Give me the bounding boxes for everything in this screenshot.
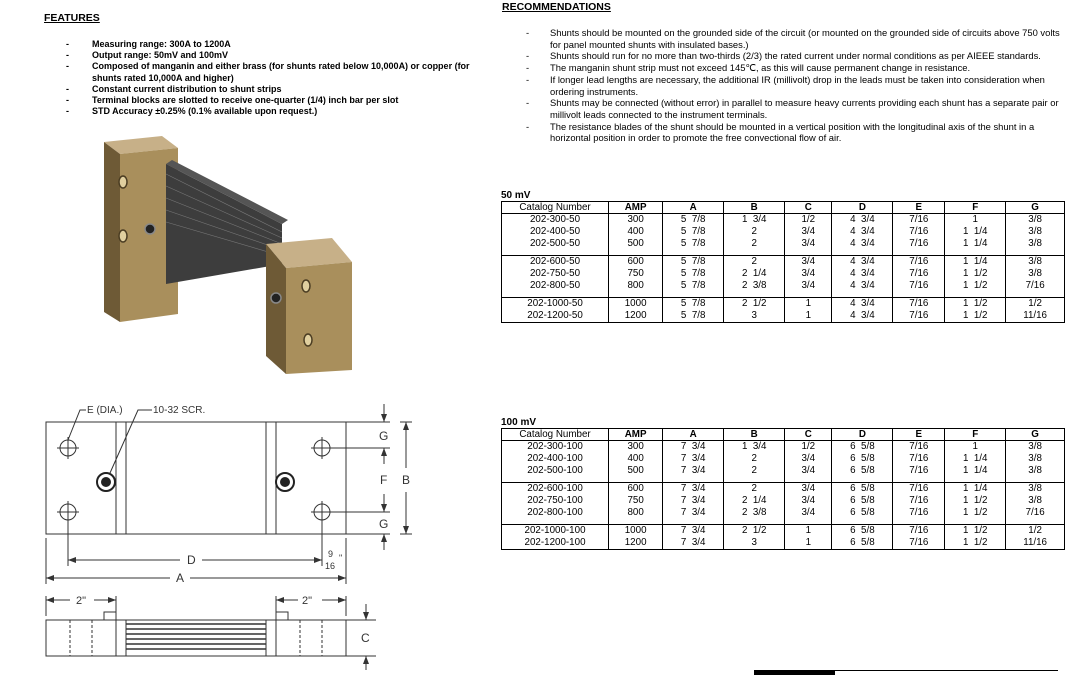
spec-cell: 2 xyxy=(724,465,785,477)
spec-cell: 5 7/8 xyxy=(663,214,724,227)
feature-item: - Output range: 50mV and 100mV xyxy=(66,50,464,61)
spec-cell: 300 xyxy=(609,441,663,454)
spec-cell: 7/16 xyxy=(893,214,945,227)
label-screw: 10-32 SCR. xyxy=(153,405,206,416)
spec-cell: 2 xyxy=(724,483,785,496)
spec-cell: 6 5/8 xyxy=(832,465,893,477)
spec-cell: 3/8 xyxy=(1006,495,1065,507)
catalog-number-cell: 202-1200-100 xyxy=(502,537,609,550)
catalog-number-cell: 202-300-50 xyxy=(502,214,609,227)
spec-cell: 1 xyxy=(785,537,832,550)
shunt-3d-illustration xyxy=(100,134,360,378)
spec-cell: 7/16 xyxy=(893,525,945,538)
spec-cell: 7 3/4 xyxy=(663,441,724,454)
side-screw xyxy=(276,612,288,620)
catalog-number-cell: 202-750-50 xyxy=(502,268,609,280)
spec-cell: 2 xyxy=(724,226,785,238)
spec-cell: 7 3/4 xyxy=(663,465,724,477)
spec-cell: 1 1/4 xyxy=(945,226,1006,238)
spec-cell: 2 xyxy=(724,238,785,250)
right-terminal-edge xyxy=(266,422,276,534)
spec-cell: 4 3/4 xyxy=(832,238,893,250)
spec-cell: 500 xyxy=(609,465,663,477)
spec-cell: 5 7/8 xyxy=(663,310,724,323)
spec-cell: 11/16 xyxy=(1006,537,1065,550)
spec-cell: 6 5/8 xyxy=(832,537,893,550)
spec-cell: 2 1/2 xyxy=(724,298,785,311)
spec-cell: 3/4 xyxy=(785,495,832,507)
spec-cell: 3/8 xyxy=(1006,226,1065,238)
spec-cell: 6 5/8 xyxy=(832,483,893,496)
spec-cell: 1/2 xyxy=(1006,525,1065,538)
table-row xyxy=(502,280,1065,292)
col-header: G xyxy=(1006,202,1065,214)
spec-cell: 7/16 xyxy=(893,441,945,454)
spec-cell: 1 3/4 xyxy=(724,214,785,227)
spec-cell: 3/4 xyxy=(785,226,832,238)
col-header: B xyxy=(724,202,785,214)
features-heading: FEATURES xyxy=(44,12,100,24)
feature-item: - Constant current distribution to shunt strips xyxy=(66,84,464,95)
recommendations-list xyxy=(526,27,1062,144)
catalog-number-cell: 202-600-50 xyxy=(502,256,609,269)
spec-cell: 7/16 xyxy=(893,226,945,238)
spec-cell: 7/16 xyxy=(893,465,945,477)
spec-cell: 500 xyxy=(609,238,663,250)
spec-cell: 7/16 xyxy=(1006,280,1065,292)
label-2in-left: 2" xyxy=(76,595,87,607)
label-d: D xyxy=(187,553,196,567)
spec-cell: 7/16 xyxy=(893,507,945,519)
col-header: AMP xyxy=(609,429,663,441)
shunt-strips xyxy=(166,164,282,284)
spec-cell: 1 1/4 xyxy=(945,465,1006,477)
spec-cell: 2 1/4 xyxy=(724,495,785,507)
col-header: Catalog Number xyxy=(502,429,609,441)
spec-cell: 300 xyxy=(609,214,663,227)
col-header: E xyxy=(893,202,945,214)
spec-cell: 1 1/2 xyxy=(945,310,1006,323)
left-terminal-edge xyxy=(116,422,126,534)
catalog-number-cell: 202-300-100 xyxy=(502,441,609,454)
spec-cell: 3/8 xyxy=(1006,214,1065,227)
spec-cell: 7/16 xyxy=(1006,507,1065,519)
mount-hole xyxy=(119,176,127,188)
spec-cell: 1200 xyxy=(609,310,663,323)
spec-cell: 400 xyxy=(609,226,663,238)
table-row xyxy=(502,226,1065,238)
title-block-frame xyxy=(834,670,1058,675)
spec-cell: 800 xyxy=(609,507,663,519)
table-50mv-section xyxy=(501,190,1065,323)
table-100mv-section xyxy=(501,417,1065,550)
spec-cell: 6 5/8 xyxy=(832,441,893,454)
spec-cell: 7 3/4 xyxy=(663,483,724,496)
catalog-number-cell: 202-500-50 xyxy=(502,238,609,250)
spec-cell: 4 3/4 xyxy=(832,298,893,311)
table-row xyxy=(502,298,1065,311)
spec-cell: 1/2 xyxy=(1006,298,1065,311)
spec-cell: 7/16 xyxy=(893,537,945,550)
recommendation-item: - If longer lead lengths are necessary, the additional IR (millivolt) drop in the leads must be taken into consideration when ordering instruments. xyxy=(526,74,1062,97)
spec-cell: 2 3/8 xyxy=(724,280,785,292)
recommendation-item: - Shunts should be mounted on the grounded side of the circuit (or mounted on the grounded side of circuits above 750 volts for panel mounted shunts with insulated bases.) xyxy=(526,27,1062,50)
feature-item: - STD Accuracy ±0.25% (0.1% available upon request.) xyxy=(66,106,464,117)
right-block-front xyxy=(286,262,352,374)
table-row xyxy=(502,537,1065,550)
spec-cell: 7/16 xyxy=(893,268,945,280)
spec-cell: 4 3/4 xyxy=(832,310,893,323)
spec-cell: 5 7/8 xyxy=(663,268,724,280)
col-header: C xyxy=(785,429,832,441)
features-list xyxy=(66,39,470,117)
spec-cell: 5 7/8 xyxy=(663,238,724,250)
spec-cell: 7/16 xyxy=(893,280,945,292)
spec-cell: 1 1/2 xyxy=(945,525,1006,538)
spec-cell: 7/16 xyxy=(893,256,945,269)
table-header-row xyxy=(502,202,1065,214)
technical-drawing xyxy=(30,398,430,675)
spec-cell: 1 3/4 xyxy=(724,441,785,454)
spec-cell: 1 1/4 xyxy=(945,238,1006,250)
spec-cell: 7 3/4 xyxy=(663,453,724,465)
features-section xyxy=(44,12,470,117)
spec-cell: 750 xyxy=(609,268,663,280)
spec-cell: 5 7/8 xyxy=(663,298,724,311)
spec-cell: 7 3/4 xyxy=(663,525,724,538)
spec-cell: 4 3/4 xyxy=(832,226,893,238)
side-view-strips xyxy=(126,624,266,649)
spec-cell: 7/16 xyxy=(893,310,945,323)
title-block-bar xyxy=(754,670,834,675)
spec-cell: 1 1/2 xyxy=(945,298,1006,311)
base-outline xyxy=(46,422,346,534)
spec-cell: 6 5/8 xyxy=(832,507,893,519)
col-header: F xyxy=(945,202,1006,214)
col-header: B xyxy=(724,429,785,441)
catalog-number-cell: 202-1000-100 xyxy=(502,525,609,538)
spec-cell: 3/8 xyxy=(1006,268,1065,280)
col-header: A xyxy=(663,429,724,441)
spec-cell: 2 xyxy=(724,453,785,465)
spec-cell: 7/16 xyxy=(893,495,945,507)
spec-cell: 5 7/8 xyxy=(663,256,724,269)
recommendation-item: - The manganin shunt strip must not exceed 145℃, as this will cause permanent change in resistance. xyxy=(526,62,1062,74)
col-header: AMP xyxy=(609,202,663,214)
spec-cell: 3/8 xyxy=(1006,465,1065,477)
feature-item: - Composed of manganin and either brass (for shunts rated below 10,000A) or copper (for shunts rated 10,000A and higher) xyxy=(66,61,472,83)
spec-cell: 1 xyxy=(945,441,1006,454)
table-row xyxy=(502,238,1065,250)
spec-cell: 4 3/4 xyxy=(832,214,893,227)
spec-cell: 1 1/2 xyxy=(945,537,1006,550)
col-header: C xyxy=(785,202,832,214)
spec-cell: 3 xyxy=(724,537,785,550)
label-a: A xyxy=(176,571,185,585)
spec-cell: 4 3/4 xyxy=(832,268,893,280)
spec-cell: 5 7/8 xyxy=(663,226,724,238)
spec-cell: 2 3/8 xyxy=(724,507,785,519)
mount-hole xyxy=(302,280,310,292)
table-row xyxy=(502,525,1065,538)
spec-cell: 3/4 xyxy=(785,280,832,292)
spec-cell: 1000 xyxy=(609,525,663,538)
table-row xyxy=(502,310,1065,323)
spec-cell: 3/8 xyxy=(1006,483,1065,496)
col-header: G xyxy=(1006,429,1065,441)
spec-cell: 2 xyxy=(724,256,785,269)
table-row xyxy=(502,507,1065,519)
feature-item: - Terminal blocks are slotted to receive one-quarter (1/4) inch bar per slot xyxy=(66,95,464,106)
spec-cell: 3/8 xyxy=(1006,238,1065,250)
terminal-screw xyxy=(271,293,281,303)
table-row xyxy=(502,214,1065,227)
catalog-number-cell: 202-400-50 xyxy=(502,226,609,238)
label-g-bottom: G xyxy=(379,517,389,531)
label-inch: " xyxy=(339,553,343,563)
terminal-screw xyxy=(145,224,155,234)
spec-cell: 4 3/4 xyxy=(832,280,893,292)
col-header: A xyxy=(663,202,724,214)
spec-cell: 1 xyxy=(785,310,832,323)
spec-cell: 6 5/8 xyxy=(832,453,893,465)
label-c: C xyxy=(361,631,370,645)
spec-cell: 7 3/4 xyxy=(663,507,724,519)
spec-cell: 2 1/4 xyxy=(724,268,785,280)
spec-cell: 3/4 xyxy=(785,465,832,477)
spec-cell: 6 5/8 xyxy=(832,495,893,507)
label-e-dia: E (DIA.) xyxy=(87,405,123,416)
spec-cell: 7/16 xyxy=(893,453,945,465)
spec-cell: 750 xyxy=(609,495,663,507)
spec-cell: 7 3/4 xyxy=(663,537,724,550)
leader-scr xyxy=(106,410,152,482)
spec-cell: 800 xyxy=(609,280,663,292)
col-header: Catalog Number xyxy=(502,202,609,214)
spec-cell: 3/4 xyxy=(785,453,832,465)
table-row xyxy=(502,453,1065,465)
feature-item: - Measuring range: 300A to 1200A xyxy=(66,39,464,50)
table-header-row xyxy=(502,429,1065,441)
spec-cell: 7/16 xyxy=(893,238,945,250)
spec-cell: 1 1/2 xyxy=(945,280,1006,292)
spec-cell: 3/8 xyxy=(1006,441,1065,454)
label-b: B xyxy=(402,473,411,487)
spec-cell: 600 xyxy=(609,256,663,269)
recommendations-heading: RECOMMENDATIONS xyxy=(502,1,611,13)
spec-cell: 1/2 xyxy=(785,441,832,454)
col-header: D xyxy=(832,429,893,441)
dimension-arrows xyxy=(46,414,409,664)
side-view-outline xyxy=(46,620,346,656)
spec-cell: 3/4 xyxy=(785,238,832,250)
table-50mv-title: 50 mV xyxy=(501,190,531,201)
spec-cell: 1 1/4 xyxy=(945,483,1006,496)
spec-cell: 11/16 xyxy=(1006,310,1065,323)
catalog-number-cell: 202-400-100 xyxy=(502,453,609,465)
recommendation-item: - Shunts should run for no more than two-thirds (2/3) the rated current under normal conditions as per AIEEE standards. xyxy=(526,50,1062,62)
mount-hole xyxy=(119,230,127,242)
table-row xyxy=(502,483,1065,496)
spec-cell: 6 5/8 xyxy=(832,525,893,538)
spec-cell: 7 3/4 xyxy=(663,495,724,507)
spec-cell: 7/16 xyxy=(893,298,945,311)
spec-cell: 1 1/2 xyxy=(945,268,1006,280)
table-row xyxy=(502,268,1065,280)
spec-cell: 1 xyxy=(785,525,832,538)
recommendations-section xyxy=(502,1,1062,144)
catalog-number-cell: 202-800-50 xyxy=(502,280,609,292)
table-50mv xyxy=(501,201,1065,323)
table-row xyxy=(502,495,1065,507)
catalog-number-cell: 202-1200-50 xyxy=(502,310,609,323)
catalog-number-cell: 202-1000-50 xyxy=(502,298,609,311)
spec-cell: 1 1/2 xyxy=(945,507,1006,519)
spec-cell: 400 xyxy=(609,453,663,465)
spec-cell: 1 xyxy=(945,214,1006,227)
spec-cell: 1 xyxy=(785,298,832,311)
label-2in-right: 2" xyxy=(302,595,313,607)
spec-cell: 1000 xyxy=(609,298,663,311)
leader-e xyxy=(68,410,86,440)
catalog-number-cell: 202-750-100 xyxy=(502,495,609,507)
spec-cell: 3/4 xyxy=(785,256,832,269)
spec-cell: 3/8 xyxy=(1006,256,1065,269)
spec-cell: 3/4 xyxy=(785,507,832,519)
spec-cell: 5 7/8 xyxy=(663,280,724,292)
label-frac-num: 9 xyxy=(328,549,334,559)
spec-cell: 1200 xyxy=(609,537,663,550)
spec-cell: 1 1/4 xyxy=(945,453,1006,465)
side-screw xyxy=(104,612,116,620)
spec-cell: 1 1/4 xyxy=(945,256,1006,269)
spec-cell: 7/16 xyxy=(893,483,945,496)
spec-cell: 3/4 xyxy=(785,483,832,496)
label-f: F xyxy=(380,473,388,487)
table-row xyxy=(502,465,1065,477)
spec-cell: 1 1/2 xyxy=(945,495,1006,507)
catalog-number-cell: 202-600-100 xyxy=(502,483,609,496)
spec-cell: 2 1/2 xyxy=(724,525,785,538)
spec-cell: 600 xyxy=(609,483,663,496)
table-100mv-title: 100 mV xyxy=(501,417,537,428)
recommendation-item: - The resistance blades of the shunt should be mounted in a vertical position with the longitudinal axis of the shunt in a horizontal position in order to promote the free convectional flow of air. xyxy=(526,121,1062,144)
catalog-number-cell: 202-500-100 xyxy=(502,465,609,477)
catalog-number-cell: 202-800-100 xyxy=(502,507,609,519)
col-header: D xyxy=(832,202,893,214)
table-row xyxy=(502,441,1065,454)
spec-cell: 3/8 xyxy=(1006,453,1065,465)
table-row xyxy=(502,256,1065,269)
col-header: E xyxy=(893,429,945,441)
spec-cell: 3/4 xyxy=(785,268,832,280)
label-frac-den: 16 xyxy=(325,561,336,571)
mount-hole xyxy=(304,334,312,346)
spec-cell: 4 3/4 xyxy=(832,256,893,269)
label-g-top: G xyxy=(379,429,389,443)
table-100mv xyxy=(501,428,1065,550)
col-header: F xyxy=(945,429,1006,441)
left-block-side xyxy=(104,142,120,322)
recommendation-item: - Shunts may be connected (without error) in parallel to measure heavy currents providing each shunt has a separate pair or millivolt leads connected to the instrument terminals. xyxy=(526,97,1062,120)
spec-cell: 3 xyxy=(724,310,785,323)
spec-cell: 1/2 xyxy=(785,214,832,227)
